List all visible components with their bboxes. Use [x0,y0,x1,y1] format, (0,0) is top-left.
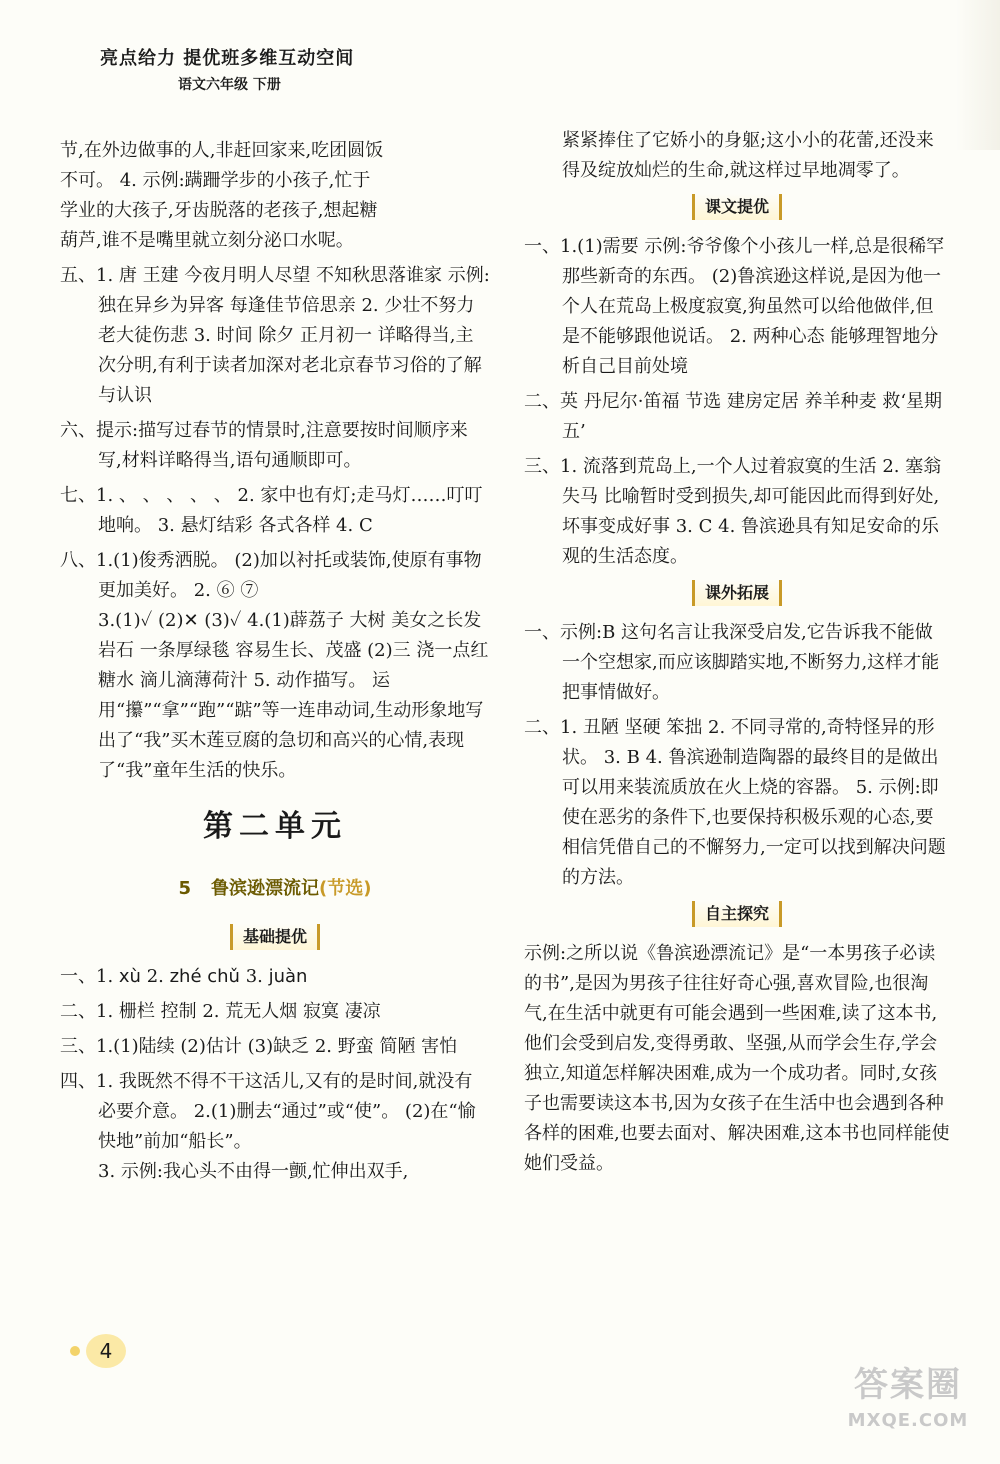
answer-q5: 五、1. 唐 王建 今夜月明人尽望 不知秋思落谁家 示例:独在异乡为异客 每逢佳节倍思亲 2. 少壮不努力 老大徒伤悲 3. 时间 除夕 正月初一 详略得当,主次分明,有利于读者加深对老北京春节习俗的了解与认识 [60,265,490,406]
page-dot-decoration [70,1346,80,1356]
lesson-number: 5 [178,878,192,899]
text-line: 节,在外边做事的人,非赶回家来,吃团圆饭 [60,140,384,161]
answer-continuation: 紧紧捧住了它娇小的身躯;这小小的花蕾,还没来得及绽放灿烂的生命,就这样过早地凋零了。 [562,130,934,181]
text-line: 不可。 4. 示例:蹒跚学步的小孩子,忙于 [60,170,371,191]
self-answer: 示例:之所以说《鲁滨逊漂流记》是“一本男孩子必读的书”,是因为男孩子往往好奇心强,喜欢冒险,也很淘气,在生活中就更有可能会遇到一些困难,读了这本书,他们会受到启发,变得勇敢、坚强,从而学会生存,学会独立,知道怎样解决困难,成为一个成功者。同时,女孩子也需要读这本书,因为女孩子在生活中也会遇到各种各样的困难,也要去面对、解决困难,这本书也同样能使她们受益。 [524,943,950,1174]
watermark-url: MXQE.COM [847,1410,969,1431]
book-subtitle: 语文六年级 下册 [178,77,281,93]
basic-q2: 二、1. 栅栏 控制 2. 荒无人烟 寂寞 凄凉 [60,1001,381,1022]
ext-q2: 二、1. 丑陋 坚硬 笨拙 2. 不同寻常的,奇特怪异的形状。 3. B 4. 鲁滨逊制造陶器的最终目的是做出可以用来装流质放在火上烧的容器。 5. 示例:即使在恶劣的条件下,也要保持积极乐观的心态,要相信凭借自己的不懈努力,一定可以找到解决问题的方法。 [524,717,946,888]
text: 2. [140,966,170,987]
text-q2: 二、英 丹尼尔·笛福 节选 建房定居 养羊种麦 救‘星期五’ [524,391,943,442]
answer-intro [60,136,490,256]
pinyin: xù [118,966,141,987]
lesson-title [60,874,490,904]
text-q1: 一、1.(1)需要 示例:爷爷像个小孩儿一样,总是很稀罕那些新奇的东西。 (2)鲁滨逊这样说,是因为他一个人在荒岛上极度寂寞,狗虽然可以给他做伴,但是不能够跟他说话。 2. 两种心态 能够理智地分析自己目前处境 [524,236,945,377]
basic-q3: 三、1.(1)陆续 (2)估计 (3)缺乏 2. 野蛮 简陋 害怕 [60,1036,458,1057]
page-edge-shadow [956,0,1000,150]
watermark [828,1360,988,1456]
answer-q8-part1: 八、1.(1)俊秀洒脱。 (2)加以衬托或装饰,使原有事物更加美好。 2. ⑥ ⑦ [60,550,482,601]
lesson-name: 鲁滨逊漂流记 [211,878,320,899]
section-label: 基础提优 [230,924,320,950]
basic-q4-part2: 3. 示例:我心头不由得一颤,忙伸出双手, [98,1161,409,1182]
right-column [524,126,950,1184]
basic-q4-part1: 四、1. 我既然不得不干这活儿,又有的是时间,就没有必要介意。 2.(1)删去“通过”或“使”。 (2)在“愉快地”前加“船长”。 [60,1071,476,1152]
section-label: 自主探究 [692,901,782,927]
pinyin: juàn [268,966,308,987]
section-label: 课文提优 [692,194,782,220]
section-header-self [524,899,950,929]
unit-title: 第二单元 [203,809,347,844]
page-number: 4 [86,1334,126,1368]
book-title: 亮点给力 提优班多维互动空间 [100,48,355,69]
basic-q1 [60,962,490,992]
pinyin: zhé chǔ [169,966,240,987]
text: 3. [239,966,269,987]
watermark-logo: 答案圈 [854,1365,962,1405]
text-q3: 三、1. 流落到荒岛上,一个人过着寂寞的生活 2. 塞翁失马 比喻暂时受到损失,却可能因此而得到好处,坏事变成好事 3. C 4. 鲁滨逊具有知足安命的乐观的生活态度。 [524,456,942,567]
ext-q1: 一、示例:B 这句名言让我深受启发,它告诉我不能做一个空想家,而应该脚踏实地,不断努力,这样才能把事情做好。 [524,622,940,703]
left-column [60,136,490,1192]
answer-q6: 六、提示:描写过春节的情景时,注意要按时间顺序来写,材料详略得当,语句通顺即可。 [60,420,468,471]
text-line: 葫芦,谁不是嘴里就立刻分泌口水呢。 [60,230,354,251]
section-header-extension [524,578,950,608]
text-line: 学业的大孩子,牙齿脱落的老孩子,想起糖 [60,200,378,221]
section-label: 课外拓展 [692,580,782,606]
answer-q8-part2: 3.(1)✓ (2)✕ (3)✓ 4.(1)薜荔子 大树 美女之长发 岩石 一条厚绿毯 容易生长、茂盛 (2)三 浇一点红糖水 滴儿滴薄荷汁 5. 动作描写。 运用“攥”“拿”“跑”“踮”等一连串动词,生动形象地写出了“我”买木莲豆腐的急切和高兴的心情,表现了“我”童年生活的快乐。 [98,610,489,781]
answer-q7: 七、1. 、 、 、 、 、 2. 家中也有灯;走马灯……叮叮地响。 3. 悬灯结彩 各式各样 4. C [60,485,483,536]
section-header-basic [60,922,490,952]
section-header-text [524,192,950,222]
lesson-suffix: (节选) [319,878,372,899]
text: 一、1. [60,966,119,987]
